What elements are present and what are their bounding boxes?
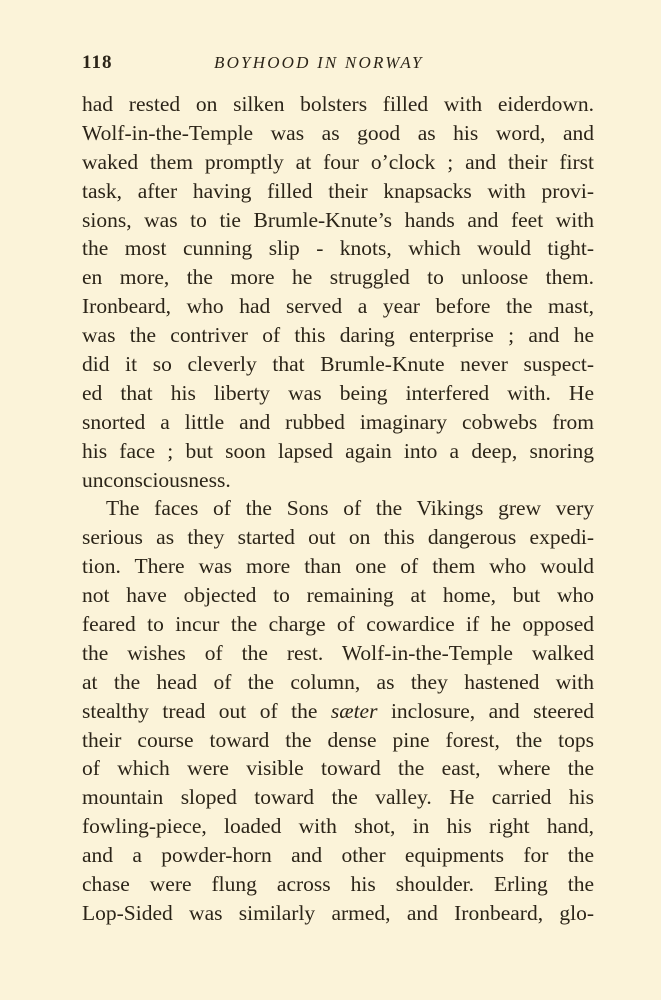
page-header (82, 52, 592, 76)
italic-word: sæter (330, 698, 378, 723)
text-line: Ironbeard, who had served a year before the mast, (82, 294, 594, 319)
text-line-with-italic (82, 697, 594, 726)
text-line: the most cunning slip - knots, which would tight- (82, 236, 594, 261)
text-line: Lop-Sided was similarly armed, and Ironbeard, glo- (82, 900, 594, 925)
text-line: task, after having filled their knapsacks with provi- (82, 178, 594, 203)
text-line: fowling-piece, loaded with shot, in his right hand, (82, 814, 594, 839)
text-line: his face ; but soon lapsed again into a deep, snoring (82, 438, 594, 463)
text-line: did it so cleverly that Brumle-Knute never suspect- (82, 352, 594, 377)
text-line: at the head of the column, as they hastened with (82, 669, 594, 694)
text-line: Wolf-in-the-Temple was as good as his word, and (82, 120, 594, 145)
text-line: waked them promptly at four o’clock ; and their first (82, 149, 594, 174)
text-line: feared to incur the charge of cowardice if he opposed (82, 612, 594, 637)
text-line: tion. There was more than one of them who would (82, 554, 594, 579)
text-line: unconsciousness. (82, 467, 231, 492)
page-number: 118 (82, 52, 113, 73)
text-line: not have objected to remaining at home, but who (82, 583, 594, 608)
running-title: BOYHOOD IN NORWAY (214, 53, 424, 72)
text-line: ed that his liberty was being interfered with. He (82, 380, 594, 405)
text-segment: inclosure, and steered (377, 698, 594, 723)
text-segment: stealthy tread out of the (82, 698, 331, 723)
text-line: en more, the more he struggled to unloose them. (82, 265, 594, 290)
text-line: snorted a little and rubbed imaginary cobwebs from (82, 409, 594, 434)
body-text (82, 90, 594, 928)
text-line: mountain sloped toward the valley. He carried his (82, 785, 594, 810)
text-line: The faces of the Sons of the Vikings grew very (106, 496, 594, 521)
text-line: their course toward the dense pine forest, the tops (82, 727, 594, 752)
text-line: had rested on silken bolsters filled with eiderdown. (82, 92, 594, 116)
text-line: was the contriver of this daring enterprise ; and he (82, 323, 594, 348)
text-line: and a powder-horn and other equipments for the (82, 843, 594, 868)
text-line: sions, was to tie Brumle-Knute’s hands and feet with (82, 207, 594, 232)
text-line: serious as they started out on this dangerous expedi- (82, 525, 594, 550)
text-line: the wishes of the rest. Wolf-in-the-Temple walked (82, 640, 594, 665)
text-line: of which were visible toward the east, where the (82, 756, 594, 781)
text-line: chase were flung across his shoulder. Erling the (82, 872, 594, 897)
